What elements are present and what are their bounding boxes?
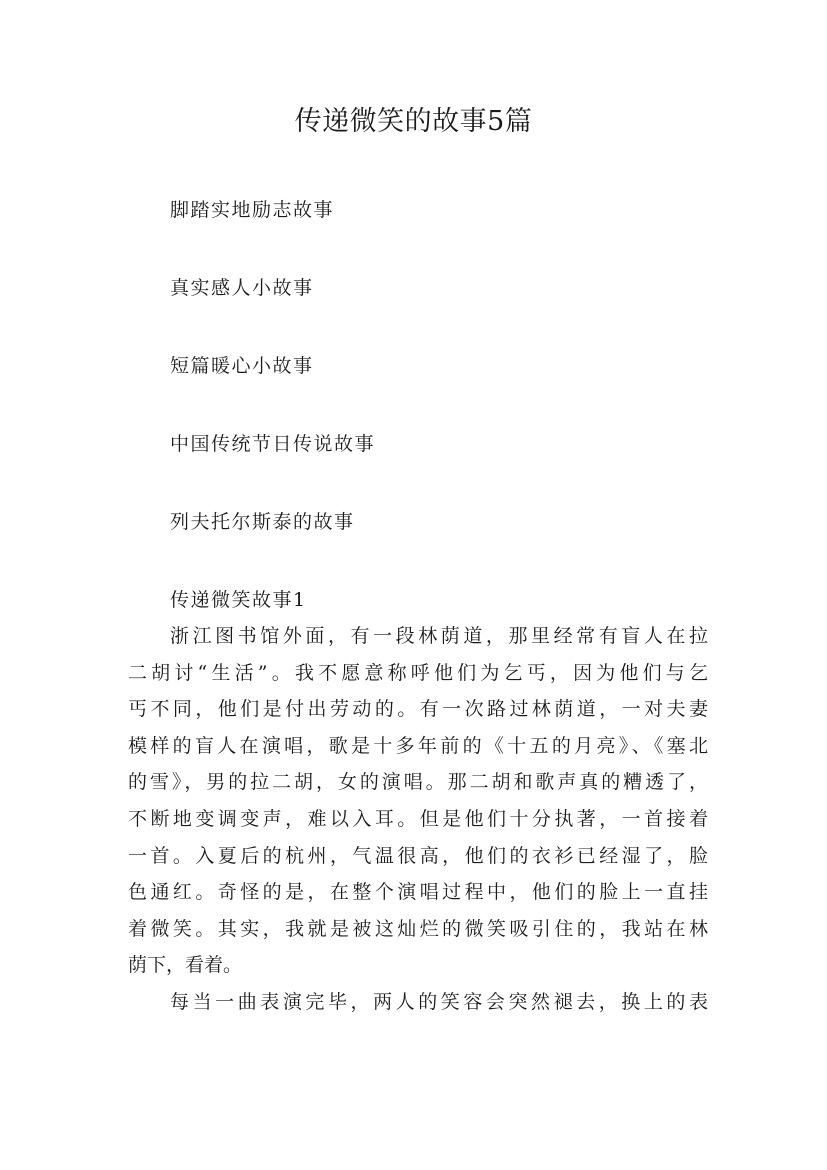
toc-item: 列夫托尔斯泰的故事 (170, 511, 355, 533)
paragraph-line: 着微笑。其实，我就是被这灿烂的微笑吸引住的，我站在林 (128, 917, 708, 940)
story-heading: 传递微笑故事1 (170, 589, 307, 611)
paragraph-line: 二胡讨“生活”。我不愿意称呼他们为乞丐，因为他们与乞 (128, 661, 708, 684)
paragraph-line: 丐不同，他们是付出劳动的。有一次路过林荫道，一对夫妻 (128, 698, 708, 721)
toc-item: 真实感人小故事 (170, 277, 314, 299)
story-section (128, 582, 708, 1021)
paragraph-line: 的雪》，男的拉二胡，女的演唱。那二胡和歌声真的糟透了， (128, 771, 708, 794)
paragraph-line: 荫下，看着。 (128, 954, 243, 977)
document-title: 传递微笑的故事5篇 (294, 106, 533, 137)
paragraph-line: 不断地变调变声，难以入耳。但是他们十分执著，一首接着 (128, 807, 708, 830)
paragraph-line: 模样的盲人在演唱，歌是十多年前的《十五的月亮》、《塞北 (128, 734, 708, 757)
paragraph-line: 色通红。奇怪的是，在整个演唱过程中，他们的脸上一直挂 (128, 881, 708, 904)
toc-item: 中国传统节日传说故事 (170, 433, 376, 455)
toc-item: 短篇暖心小故事 (170, 355, 314, 377)
toc-item: 脚踏实地励志故事 (170, 199, 335, 221)
table-of-contents (170, 192, 375, 582)
paragraph-line: 浙江图书馆外面，有一段林荫道，那里经常有盲人在拉 (170, 625, 708, 647)
paragraph-line: 一首。入夏后的杭州，气温很高，他们的衣衫已经湿了，脸 (128, 844, 708, 867)
paragraph-line: 每当一曲表演完毕，两人的笑容会突然褪去，换上的表 (170, 990, 708, 1013)
